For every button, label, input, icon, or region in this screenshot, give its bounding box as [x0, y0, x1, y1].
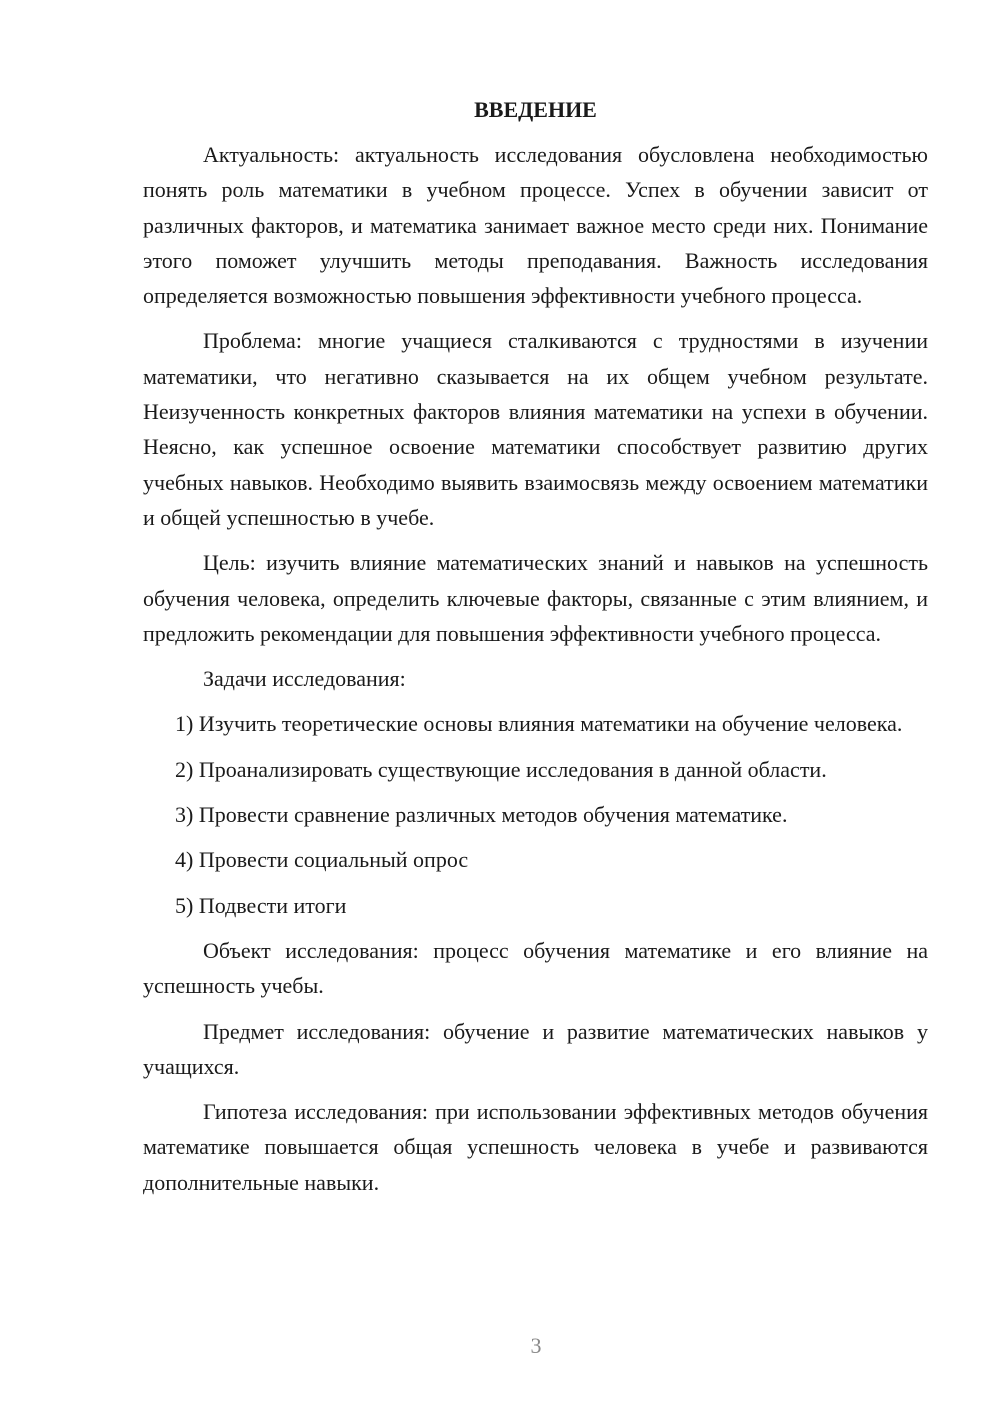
paragraph-goal: Цель: изучить влияние математических знаний и навыков на успешность обучения человека, определить ключевые факторы, связанные с этим влиянием, и предложить рекомендации для повышения эффективности учебного процесса. [143, 550, 928, 646]
paragraph-subject: Предмет исследования: обучение и развитие математических навыков у учащихся. [143, 1018, 928, 1079]
task-item-4: 4) Провести социальный опрос [175, 847, 469, 873]
paragraph-problem: Проблема: многие учащиеся сталкиваются с трудностями в изучении математики, что негативно сказывается на их общем учебном результате. Неизученность конкретных факторов влияния математики на успехи в обучении. Неясно, как успешное освоение математики способствует развитию других учебных навыков. Необходимо выявить взаимосвязь между освоением математики и общей успешностью в учебе. [143, 328, 928, 530]
paragraph-hypothesis: Гипотеза исследования: при использовании эффективных методов обучения математике повышается общая успешность человека в учебе и развиваются дополнительные навыки. [143, 1099, 928, 1195]
page-number: 3 [530, 1333, 542, 1358]
task-item-2: 2) Проанализировать существующие исследования в данной области. [175, 756, 827, 782]
paragraph-tasks-heading: Задачи исследования: [203, 666, 406, 692]
paragraph-object: Объект исследования: процесс обучения математике и его влияние на успешность учебы. [143, 937, 928, 999]
page-title: ВВЕДЕНИЕ [474, 97, 597, 122]
paragraph-relevance: Актуальность: актуальность исследования обусловлена необходимостью понять роль математики в учебном процессе. Успех в обучении зависит от различных факторов, и математика занимает важное место среди них. Понимание этого поможет улучшить методы преподавания. Важность исследования определяется возможностью повышения эффективности учебного процесса. [143, 142, 928, 309]
document-body [143, 92, 928, 1210]
task-item-5: 5) Подвести итоги [175, 892, 347, 918]
task-item-1: 1) Изучить теоретические основы влияния математики на обучение человека. [175, 711, 903, 737]
task-item-3: 3) Провести сравнение различных методов обучения математике. [175, 802, 788, 828]
